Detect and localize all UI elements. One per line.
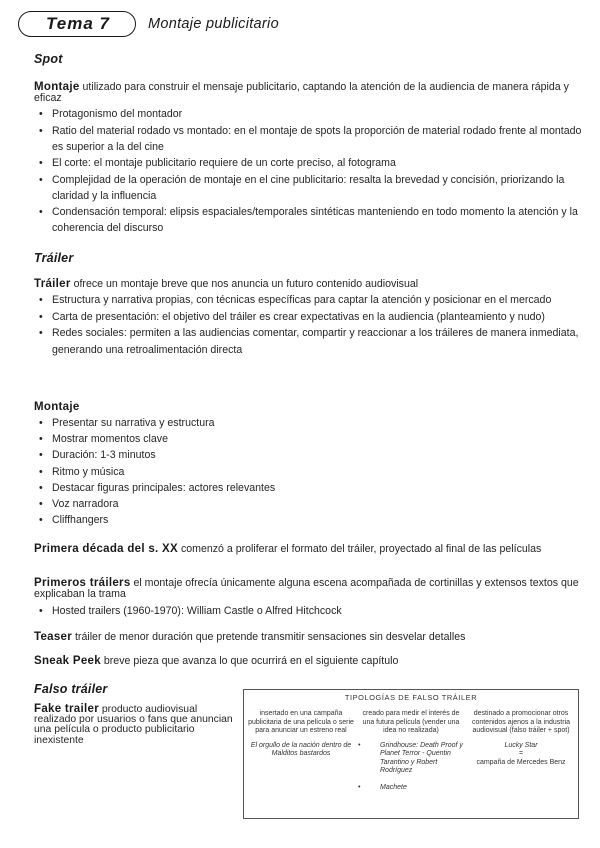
list-item: • Cliffhangers: [34, 512, 582, 528]
column-description: insertado en una campaña publicitaria de una película o serie para anunciar un estreno real: [248, 710, 354, 734]
topic-number: Tema 7: [46, 14, 110, 33]
sneak-peek-paragraph: [34, 656, 582, 667]
definition-text: ofrece un montaje breve que nos anuncia un futuro contenido audiovisual: [73, 278, 419, 290]
table-column-1: [248, 710, 354, 759]
list-item: • Ratio del material rodado vs montado: en el montaje de spots la proporción de material rodado frente al montado es superior a la del cine: [34, 123, 582, 156]
column-description: creado para medir el interés de una futura película (vender una idea no realizada): [362, 710, 460, 734]
list-item: • Ritmo y música: [34, 464, 582, 480]
definition-text: breve pieza que avanza lo que ocurrirá en el siguiente capítulo: [103, 655, 399, 667]
term-fake-trailer: Fake trailer: [34, 703, 99, 715]
column-example: • Grindhouse: Death Proof y Planet Terror - Quentin Tarantino y Robert Rodríguez: [358, 742, 464, 776]
section-heading-spot: Spot: [34, 52, 63, 66]
table-column-2: [358, 710, 464, 792]
list-item: • Redes sociales: permiten a las audiencias comentar, compartir y reaccionar a los tráileres de manera inmediata, generando una retroalimentación directa: [34, 325, 582, 358]
list-item: • Estructura y narrativa propias, con técnicas específicas para captar la atención y posicionar en el mercado: [34, 292, 582, 309]
list-item: • El corte: el montaje publicitario requiere de un corte preciso, al fotograma: [34, 155, 582, 172]
list-item: • Destacar figuras principales: actores relevantes: [34, 480, 582, 496]
page-title: Montaje publicitario: [148, 16, 279, 32]
section-heading-fake-trailer: Falso tráiler: [34, 682, 108, 696]
montaje-bullet-list: [34, 415, 582, 528]
definition-text: tráiler de menor duración que pretende transmitir sensaciones sin desvelar detalles: [74, 631, 466, 643]
term-sneak-peek: Sneak Peek: [34, 655, 101, 667]
spot-definition: [34, 82, 582, 104]
term-decade: Primera década del s. XX: [34, 543, 178, 555]
list-item: • Protagonismo del montador: [34, 106, 582, 123]
column-example: El orgullo de la nación dentro de Malditos bastardos: [250, 741, 352, 757]
definition-text: producto audiovisual realizado por usuarios o fans que anuncian una película o producto publicitario inexistente: [34, 704, 233, 746]
subheading-montaje: Montaje: [34, 401, 80, 413]
definition-text: utilizado para construir el mensaje publicitario, captando la atención de la audiencia de manera rápida y eficaz: [34, 81, 569, 105]
list-item: • Presentar su narrativa y estructura: [34, 415, 582, 431]
list-item: • Complejidad de la operación de montaje en el cine publicitario: resalta la brevedad y concisión, priorizando la claridad y la influencia: [34, 172, 582, 205]
list-item: • Voz narradora: [34, 496, 582, 512]
hosted-trailers-list: [34, 603, 582, 620]
term-first-trailers: Primeros tráilers: [34, 577, 131, 589]
term-montaje: Montaje: [34, 81, 80, 93]
column-example: • Machete: [358, 784, 464, 793]
column-example-equals: =: [518, 750, 524, 757]
trailer-bullet-list: [34, 292, 582, 358]
list-item: • Condensación temporal: elipsis espaciales/temporales sintéticas manteniendo en todo momento la atención y la coherencia del discurso: [34, 204, 582, 237]
term-teaser: Teaser: [34, 631, 73, 643]
list-item: • Carta de presentación: el objetivo del tráiler es crear expectativas en la audiencia (planteamiento y nudo): [34, 309, 582, 326]
list-item: • Mostrar momentos clave: [34, 431, 582, 447]
column-example-body: campaña de Mercedes Benz: [476, 758, 566, 766]
section-heading-trailer: Tráiler: [34, 251, 74, 265]
teaser-paragraph: [34, 632, 582, 643]
decade-paragraph: [34, 544, 582, 555]
term-trailer: Tráiler: [34, 278, 71, 290]
table-title: TIPOLOGÍAS DE FALSO TRÁILER: [344, 693, 478, 702]
column-description: destinado a promocionar otros contenidos ajenos a la industria audiovisual (falso tráiler + spot): [471, 710, 571, 734]
list-item: • Hosted trailers (1960-1970): William Castle o Alfred Hitchcock: [34, 603, 582, 620]
spot-bullet-list: [34, 106, 582, 237]
fake-trailer-definition: [34, 704, 234, 746]
list-item: • Duración: 1-3 minutos: [34, 447, 582, 463]
definition-text: el montaje ofrecía únicamente alguna escena acompañada de cortinillas y extensos textos que explicaban la trama: [34, 577, 579, 601]
column-example-title: Lucky Star: [504, 741, 538, 749]
trailer-definition: [34, 279, 582, 290]
table-column-3: [468, 710, 574, 767]
first-trailers-paragraph: [34, 578, 582, 600]
fake-trailer-typologies-table: [243, 689, 579, 819]
definition-text: comenzó a proliferar el formato del tráiler, proyectado al final de las películas: [180, 543, 542, 555]
